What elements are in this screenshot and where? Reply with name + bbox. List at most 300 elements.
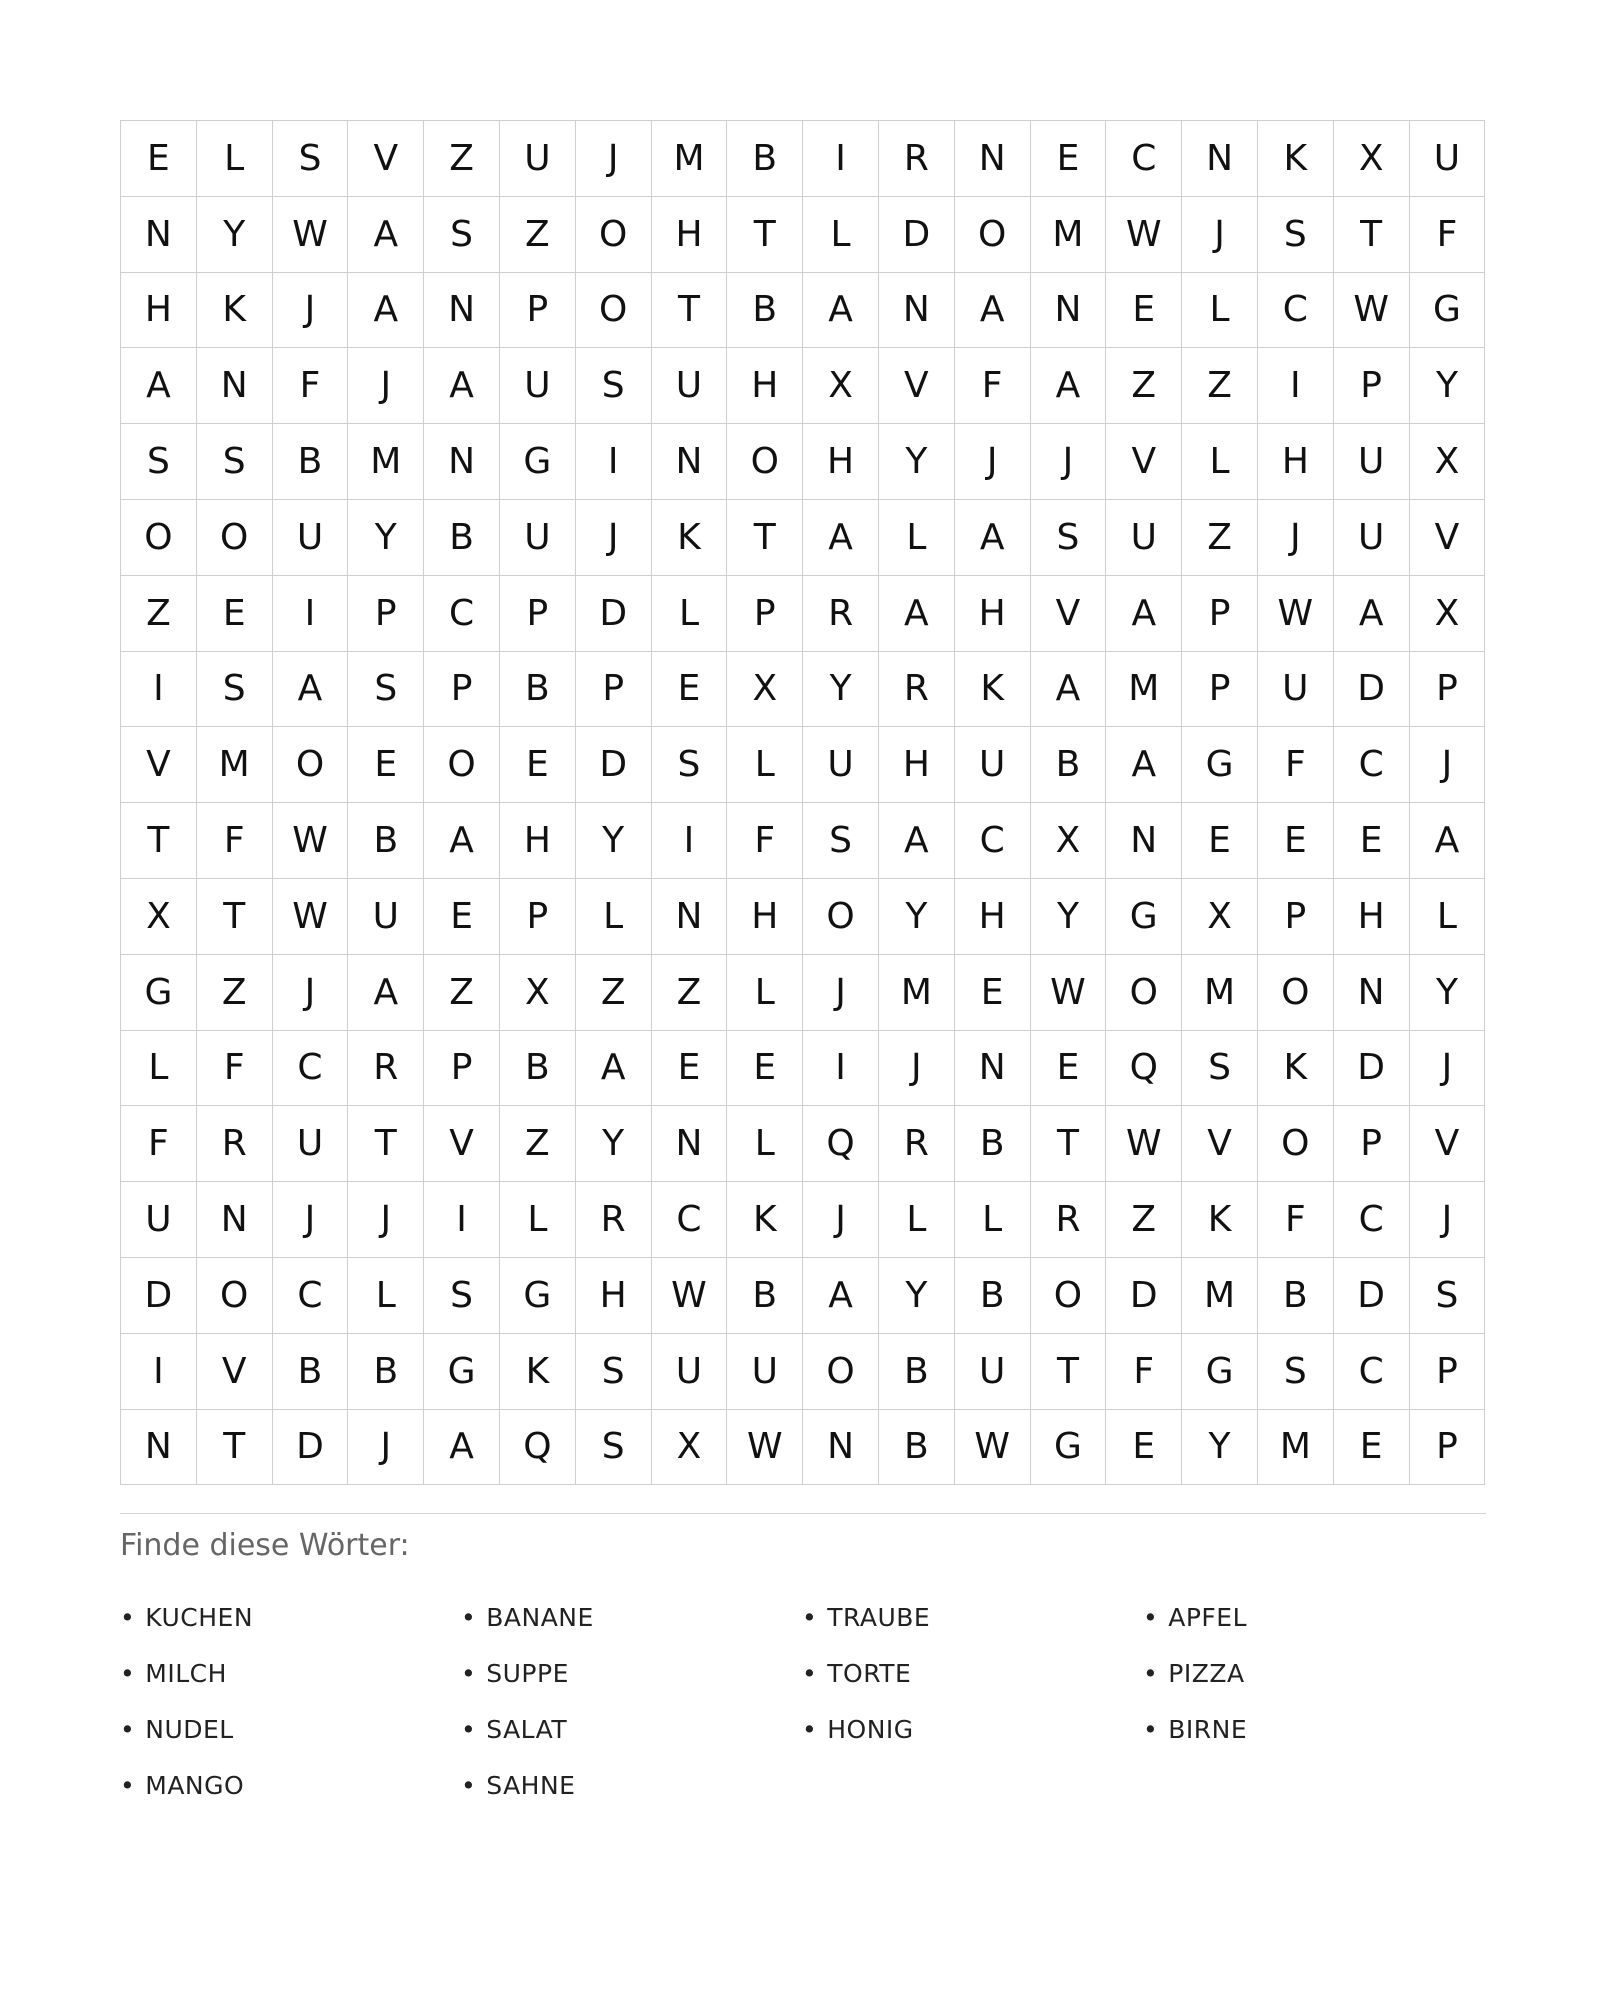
grid-cell[interactable]: X — [1031, 803, 1107, 879]
grid-cell[interactable]: B — [1031, 727, 1107, 803]
grid-cell[interactable]: O — [955, 197, 1031, 273]
grid-cell[interactable]: G — [500, 1258, 576, 1334]
grid-cell[interactable]: J — [803, 1182, 879, 1258]
grid-cell[interactable]: U — [1258, 652, 1334, 728]
grid-cell[interactable]: B — [727, 1258, 803, 1334]
grid-cell[interactable]: O — [1031, 1258, 1107, 1334]
grid-cell[interactable]: A — [879, 803, 955, 879]
grid-cell[interactable]: C — [1334, 727, 1410, 803]
grid-cell[interactable]: P — [1334, 348, 1410, 424]
grid-cell[interactable]: X — [727, 652, 803, 728]
grid-cell[interactable]: E — [1182, 803, 1258, 879]
grid-cell[interactable]: L — [1410, 879, 1486, 955]
grid-cell[interactable]: D — [1334, 652, 1410, 728]
grid-cell[interactable]: J — [348, 1182, 424, 1258]
grid-cell[interactable]: U — [500, 500, 576, 576]
grid-cell[interactable]: T — [197, 879, 273, 955]
grid-cell[interactable]: V — [424, 1106, 500, 1182]
grid-cell[interactable]: X — [1334, 121, 1410, 197]
grid-cell[interactable]: A — [348, 955, 424, 1031]
grid-cell[interactable]: E — [1031, 121, 1107, 197]
grid-cell[interactable]: O — [197, 500, 273, 576]
grid-cell[interactable]: L — [348, 1258, 424, 1334]
grid-cell[interactable]: T — [652, 273, 728, 349]
grid-cell[interactable]: X — [1182, 879, 1258, 955]
grid-cell[interactable]: G — [1182, 1334, 1258, 1410]
grid-cell[interactable]: B — [500, 1031, 576, 1107]
grid-cell[interactable]: A — [955, 500, 1031, 576]
grid-cell[interactable]: Y — [1031, 879, 1107, 955]
grid-cell[interactable]: A — [879, 576, 955, 652]
grid-cell[interactable]: X — [1410, 576, 1486, 652]
grid-cell[interactable]: U — [500, 348, 576, 424]
grid-cell[interactable]: I — [1258, 348, 1334, 424]
grid-cell[interactable]: B — [955, 1258, 1031, 1334]
grid-cell[interactable]: B — [273, 1334, 349, 1410]
grid-cell[interactable]: H — [955, 879, 1031, 955]
grid-cell[interactable]: B — [727, 121, 803, 197]
grid-cell[interactable]: C — [955, 803, 1031, 879]
grid-cell[interactable]: J — [879, 1031, 955, 1107]
grid-cell[interactable]: S — [576, 1334, 652, 1410]
grid-cell[interactable]: F — [273, 348, 349, 424]
grid-cell[interactable]: V — [348, 121, 424, 197]
grid-cell[interactable]: A — [424, 1410, 500, 1486]
grid-cell[interactable]: O — [424, 727, 500, 803]
grid-cell[interactable]: E — [348, 727, 424, 803]
grid-cell[interactable]: A — [348, 197, 424, 273]
grid-cell[interactable]: E — [1106, 273, 1182, 349]
grid-cell[interactable]: H — [652, 197, 728, 273]
grid-cell[interactable]: W — [1106, 197, 1182, 273]
grid-cell[interactable]: A — [424, 803, 500, 879]
grid-cell[interactable]: W — [273, 803, 349, 879]
grid-cell[interactable]: N — [803, 1410, 879, 1486]
grid-cell[interactable]: O — [1258, 955, 1334, 1031]
grid-cell[interactable]: Y — [576, 803, 652, 879]
grid-cell[interactable]: H — [727, 348, 803, 424]
grid-cell[interactable]: N — [121, 1410, 197, 1486]
grid-cell[interactable]: S — [1258, 1334, 1334, 1410]
grid-cell[interactable]: A — [1334, 576, 1410, 652]
grid-cell[interactable]: N — [955, 121, 1031, 197]
grid-cell[interactable]: I — [121, 1334, 197, 1410]
grid-cell[interactable]: W — [273, 879, 349, 955]
grid-cell[interactable]: I — [576, 424, 652, 500]
grid-cell[interactable]: A — [348, 273, 424, 349]
grid-cell[interactable]: M — [879, 955, 955, 1031]
grid-cell[interactable]: C — [424, 576, 500, 652]
grid-cell[interactable]: M — [1182, 955, 1258, 1031]
grid-cell[interactable]: O — [727, 424, 803, 500]
grid-cell[interactable]: A — [1031, 348, 1107, 424]
grid-cell[interactable]: Y — [348, 500, 424, 576]
grid-cell[interactable]: U — [955, 727, 1031, 803]
grid-cell[interactable]: K — [197, 273, 273, 349]
grid-cell[interactable]: A — [1106, 576, 1182, 652]
grid-cell[interactable]: R — [879, 1106, 955, 1182]
grid-cell[interactable]: R — [576, 1182, 652, 1258]
grid-cell[interactable]: Y — [879, 1258, 955, 1334]
grid-cell[interactable]: H — [955, 576, 1031, 652]
grid-cell[interactable]: B — [273, 424, 349, 500]
grid-cell[interactable]: H — [500, 803, 576, 879]
grid-cell[interactable]: E — [727, 1031, 803, 1107]
grid-cell[interactable]: A — [1410, 803, 1486, 879]
grid-cell[interactable]: Z — [424, 955, 500, 1031]
grid-cell[interactable]: W — [955, 1410, 1031, 1486]
grid-cell[interactable]: F — [197, 1031, 273, 1107]
grid-cell[interactable]: U — [652, 1334, 728, 1410]
grid-cell[interactable]: L — [121, 1031, 197, 1107]
grid-cell[interactable]: O — [576, 197, 652, 273]
grid-cell[interactable]: O — [121, 500, 197, 576]
grid-cell[interactable]: N — [424, 273, 500, 349]
grid-cell[interactable]: Y — [879, 424, 955, 500]
grid-cell[interactable]: J — [348, 348, 424, 424]
grid-cell[interactable]: M — [1106, 652, 1182, 728]
grid-cell[interactable]: G — [424, 1334, 500, 1410]
grid-cell[interactable]: P — [424, 652, 500, 728]
grid-cell[interactable]: W — [1334, 273, 1410, 349]
grid-cell[interactable]: H — [1334, 879, 1410, 955]
grid-cell[interactable]: L — [879, 1182, 955, 1258]
grid-cell[interactable]: E — [500, 727, 576, 803]
grid-cell[interactable]: Y — [879, 879, 955, 955]
grid-cell[interactable]: M — [348, 424, 424, 500]
grid-cell[interactable]: B — [348, 803, 424, 879]
grid-cell[interactable]: R — [879, 652, 955, 728]
grid-cell[interactable]: Z — [1182, 348, 1258, 424]
grid-cell[interactable]: V — [1106, 424, 1182, 500]
grid-cell[interactable]: M — [1182, 1258, 1258, 1334]
grid-cell[interactable]: K — [955, 652, 1031, 728]
grid-cell[interactable]: J — [273, 1182, 349, 1258]
grid-cell[interactable]: R — [1031, 1182, 1107, 1258]
grid-cell[interactable]: G — [500, 424, 576, 500]
grid-cell[interactable]: Z — [500, 197, 576, 273]
grid-cell[interactable]: A — [803, 1258, 879, 1334]
grid-cell[interactable]: F — [1106, 1334, 1182, 1410]
grid-cell[interactable]: H — [1258, 424, 1334, 500]
grid-cell[interactable]: Y — [576, 1106, 652, 1182]
grid-cell[interactable]: N — [652, 1106, 728, 1182]
grid-cell[interactable]: J — [1031, 424, 1107, 500]
grid-cell[interactable]: X — [652, 1410, 728, 1486]
grid-cell[interactable]: M — [652, 121, 728, 197]
grid-cell[interactable]: I — [803, 121, 879, 197]
grid-cell[interactable]: P — [1410, 1410, 1486, 1486]
grid-cell[interactable]: E — [1334, 1410, 1410, 1486]
grid-cell[interactable]: S — [197, 424, 273, 500]
grid-cell[interactable]: U — [1334, 424, 1410, 500]
grid-cell[interactable]: C — [652, 1182, 728, 1258]
grid-cell[interactable]: J — [273, 955, 349, 1031]
grid-cell[interactable]: U — [652, 348, 728, 424]
grid-cell[interactable]: G — [1031, 1410, 1107, 1486]
grid-cell[interactable]: T — [1334, 197, 1410, 273]
grid-cell[interactable]: N — [1031, 273, 1107, 349]
grid-cell[interactable]: S — [1182, 1031, 1258, 1107]
grid-cell[interactable]: I — [273, 576, 349, 652]
grid-cell[interactable]: L — [576, 879, 652, 955]
grid-cell[interactable]: B — [727, 273, 803, 349]
grid-cell[interactable]: V — [121, 727, 197, 803]
grid-cell[interactable]: P — [348, 576, 424, 652]
grid-cell[interactable]: T — [348, 1106, 424, 1182]
grid-cell[interactable]: T — [727, 500, 803, 576]
grid-cell[interactable]: N — [879, 273, 955, 349]
grid-cell[interactable]: H — [727, 879, 803, 955]
grid-cell[interactable]: L — [1182, 273, 1258, 349]
grid-cell[interactable]: R — [197, 1106, 273, 1182]
grid-cell[interactable]: F — [1258, 1182, 1334, 1258]
grid-cell[interactable]: T — [1031, 1106, 1107, 1182]
grid-cell[interactable]: W — [652, 1258, 728, 1334]
grid-cell[interactable]: E — [652, 1031, 728, 1107]
grid-cell[interactable]: E — [652, 652, 728, 728]
grid-cell[interactable]: L — [955, 1182, 1031, 1258]
grid-cell[interactable]: S — [1258, 197, 1334, 273]
grid-cell[interactable]: Y — [803, 652, 879, 728]
grid-cell[interactable]: L — [803, 197, 879, 273]
grid-cell[interactable]: A — [121, 348, 197, 424]
grid-cell[interactable]: Y — [1182, 1410, 1258, 1486]
grid-cell[interactable]: F — [1258, 727, 1334, 803]
grid-cell[interactable]: Z — [576, 955, 652, 1031]
grid-cell[interactable]: O — [197, 1258, 273, 1334]
grid-cell[interactable]: D — [1334, 1258, 1410, 1334]
grid-cell[interactable]: S — [1410, 1258, 1486, 1334]
grid-cell[interactable]: A — [576, 1031, 652, 1107]
grid-cell[interactable]: W — [1106, 1106, 1182, 1182]
grid-cell[interactable]: R — [879, 121, 955, 197]
grid-cell[interactable]: E — [1258, 803, 1334, 879]
grid-cell[interactable]: N — [197, 1182, 273, 1258]
grid-cell[interactable]: K — [1182, 1182, 1258, 1258]
grid-cell[interactable]: S — [1031, 500, 1107, 576]
grid-cell[interactable]: M — [1258, 1410, 1334, 1486]
grid-cell[interactable]: B — [424, 500, 500, 576]
grid-cell[interactable]: E — [1031, 1031, 1107, 1107]
grid-cell[interactable]: Z — [652, 955, 728, 1031]
grid-cell[interactable]: I — [121, 652, 197, 728]
grid-cell[interactable]: U — [500, 121, 576, 197]
grid-cell[interactable]: X — [1410, 424, 1486, 500]
grid-cell[interactable]: Z — [1106, 1182, 1182, 1258]
grid-cell[interactable]: J — [1182, 197, 1258, 273]
grid-cell[interactable]: L — [652, 576, 728, 652]
grid-cell[interactable]: D — [576, 576, 652, 652]
grid-cell[interactable]: P — [500, 273, 576, 349]
grid-cell[interactable]: D — [879, 197, 955, 273]
grid-cell[interactable]: S — [576, 1410, 652, 1486]
grid-cell[interactable]: N — [1106, 803, 1182, 879]
grid-cell[interactable]: L — [1182, 424, 1258, 500]
grid-cell[interactable]: H — [576, 1258, 652, 1334]
grid-cell[interactable]: U — [273, 500, 349, 576]
grid-cell[interactable]: U — [1410, 121, 1486, 197]
grid-cell[interactable]: U — [1334, 500, 1410, 576]
grid-cell[interactable]: E — [1334, 803, 1410, 879]
grid-cell[interactable]: E — [424, 879, 500, 955]
grid-cell[interactable]: J — [1410, 1031, 1486, 1107]
grid-cell[interactable]: N — [652, 424, 728, 500]
grid-cell[interactable]: J — [1410, 727, 1486, 803]
grid-cell[interactable]: G — [1182, 727, 1258, 803]
grid-cell[interactable]: T — [727, 197, 803, 273]
grid-cell[interactable]: Q — [803, 1106, 879, 1182]
grid-cell[interactable]: O — [803, 1334, 879, 1410]
grid-cell[interactable]: H — [121, 273, 197, 349]
grid-cell[interactable]: V — [197, 1334, 273, 1410]
grid-cell[interactable]: P — [727, 576, 803, 652]
grid-cell[interactable]: Q — [1106, 1031, 1182, 1107]
grid-cell[interactable]: A — [1106, 727, 1182, 803]
grid-cell[interactable]: Z — [197, 955, 273, 1031]
grid-cell[interactable]: R — [803, 576, 879, 652]
grid-cell[interactable]: A — [424, 348, 500, 424]
grid-cell[interactable]: U — [727, 1334, 803, 1410]
grid-cell[interactable]: K — [727, 1182, 803, 1258]
grid-cell[interactable]: A — [955, 273, 1031, 349]
grid-cell[interactable]: S — [348, 652, 424, 728]
grid-cell[interactable]: D — [121, 1258, 197, 1334]
grid-cell[interactable]: A — [1031, 652, 1107, 728]
grid-cell[interactable]: I — [652, 803, 728, 879]
grid-cell[interactable]: B — [955, 1106, 1031, 1182]
grid-cell[interactable]: K — [1258, 1031, 1334, 1107]
grid-cell[interactable]: F — [955, 348, 1031, 424]
grid-cell[interactable]: N — [1182, 121, 1258, 197]
grid-cell[interactable]: M — [1031, 197, 1107, 273]
grid-cell[interactable]: S — [273, 121, 349, 197]
grid-cell[interactable]: B — [879, 1410, 955, 1486]
grid-cell[interactable]: P — [1258, 879, 1334, 955]
grid-cell[interactable]: P — [1410, 652, 1486, 728]
grid-cell[interactable]: P — [424, 1031, 500, 1107]
grid-cell[interactable]: L — [879, 500, 955, 576]
grid-cell[interactable]: P — [576, 652, 652, 728]
grid-cell[interactable]: X — [803, 348, 879, 424]
grid-cell[interactable]: Z — [121, 576, 197, 652]
grid-cell[interactable]: S — [424, 197, 500, 273]
grid-cell[interactable]: L — [727, 1106, 803, 1182]
grid-cell[interactable]: E — [197, 576, 273, 652]
grid-cell[interactable]: I — [803, 1031, 879, 1107]
grid-cell[interactable]: W — [727, 1410, 803, 1486]
grid-cell[interactable]: S — [424, 1258, 500, 1334]
grid-cell[interactable]: Z — [1106, 348, 1182, 424]
grid-cell[interactable]: X — [500, 955, 576, 1031]
grid-cell[interactable]: V — [1410, 500, 1486, 576]
grid-cell[interactable]: O — [1258, 1106, 1334, 1182]
grid-cell[interactable]: O — [803, 879, 879, 955]
grid-cell[interactable]: J — [803, 955, 879, 1031]
grid-cell[interactable]: U — [121, 1182, 197, 1258]
grid-cell[interactable]: D — [576, 727, 652, 803]
grid-cell[interactable]: C — [1258, 273, 1334, 349]
grid-cell[interactable]: V — [1031, 576, 1107, 652]
grid-cell[interactable]: Z — [500, 1106, 576, 1182]
grid-cell[interactable]: T — [197, 1410, 273, 1486]
grid-cell[interactable]: H — [879, 727, 955, 803]
grid-cell[interactable]: U — [803, 727, 879, 803]
grid-cell[interactable]: V — [879, 348, 955, 424]
grid-cell[interactable]: J — [273, 273, 349, 349]
grid-cell[interactable]: J — [1258, 500, 1334, 576]
grid-cell[interactable]: K — [500, 1334, 576, 1410]
grid-cell[interactable]: L — [727, 955, 803, 1031]
grid-cell[interactable]: O — [273, 727, 349, 803]
grid-cell[interactable]: B — [879, 1334, 955, 1410]
grid-cell[interactable]: U — [955, 1334, 1031, 1410]
grid-cell[interactable]: E — [1106, 1410, 1182, 1486]
grid-cell[interactable]: O — [1106, 955, 1182, 1031]
grid-cell[interactable]: G — [121, 955, 197, 1031]
grid-cell[interactable]: Z — [1182, 500, 1258, 576]
grid-cell[interactable]: N — [955, 1031, 1031, 1107]
grid-cell[interactable]: P — [500, 576, 576, 652]
grid-cell[interactable]: D — [273, 1410, 349, 1486]
grid-cell[interactable]: R — [348, 1031, 424, 1107]
grid-cell[interactable]: F — [197, 803, 273, 879]
grid-cell[interactable]: A — [803, 500, 879, 576]
grid-cell[interactable]: B — [1258, 1258, 1334, 1334]
grid-cell[interactable]: U — [1106, 500, 1182, 576]
grid-cell[interactable]: N — [424, 424, 500, 500]
grid-cell[interactable]: X — [121, 879, 197, 955]
grid-cell[interactable]: T — [1031, 1334, 1107, 1410]
grid-cell[interactable]: S — [803, 803, 879, 879]
grid-cell[interactable]: E — [121, 121, 197, 197]
grid-cell[interactable]: J — [576, 500, 652, 576]
grid-cell[interactable]: W — [1031, 955, 1107, 1031]
grid-cell[interactable]: F — [1410, 197, 1486, 273]
grid-cell[interactable]: H — [803, 424, 879, 500]
grid-cell[interactable]: V — [1410, 1106, 1486, 1182]
grid-cell[interactable]: N — [1334, 955, 1410, 1031]
grid-cell[interactable]: Y — [1410, 955, 1486, 1031]
grid-cell[interactable]: C — [273, 1031, 349, 1107]
grid-cell[interactable]: E — [955, 955, 1031, 1031]
grid-cell[interactable]: F — [121, 1106, 197, 1182]
grid-cell[interactable]: W — [1258, 576, 1334, 652]
grid-cell[interactable]: S — [197, 652, 273, 728]
grid-cell[interactable]: U — [273, 1106, 349, 1182]
grid-cell[interactable]: P — [500, 879, 576, 955]
grid-cell[interactable]: C — [1334, 1334, 1410, 1410]
grid-cell[interactable]: J — [348, 1410, 424, 1486]
grid-cell[interactable]: N — [652, 879, 728, 955]
grid-cell[interactable]: P — [1182, 576, 1258, 652]
grid-cell[interactable]: B — [348, 1334, 424, 1410]
grid-cell[interactable]: P — [1182, 652, 1258, 728]
grid-cell[interactable]: K — [652, 500, 728, 576]
grid-cell[interactable]: G — [1106, 879, 1182, 955]
grid-cell[interactable]: J — [1410, 1182, 1486, 1258]
grid-cell[interactable]: Z — [424, 121, 500, 197]
grid-cell[interactable]: C — [1106, 121, 1182, 197]
grid-cell[interactable]: F — [727, 803, 803, 879]
grid-cell[interactable]: S — [652, 727, 728, 803]
grid-cell[interactable]: C — [273, 1258, 349, 1334]
grid-cell[interactable]: K — [1258, 121, 1334, 197]
grid-cell[interactable]: B — [500, 652, 576, 728]
grid-cell[interactable]: V — [1182, 1106, 1258, 1182]
grid-cell[interactable]: L — [197, 121, 273, 197]
grid-cell[interactable]: Y — [1410, 348, 1486, 424]
